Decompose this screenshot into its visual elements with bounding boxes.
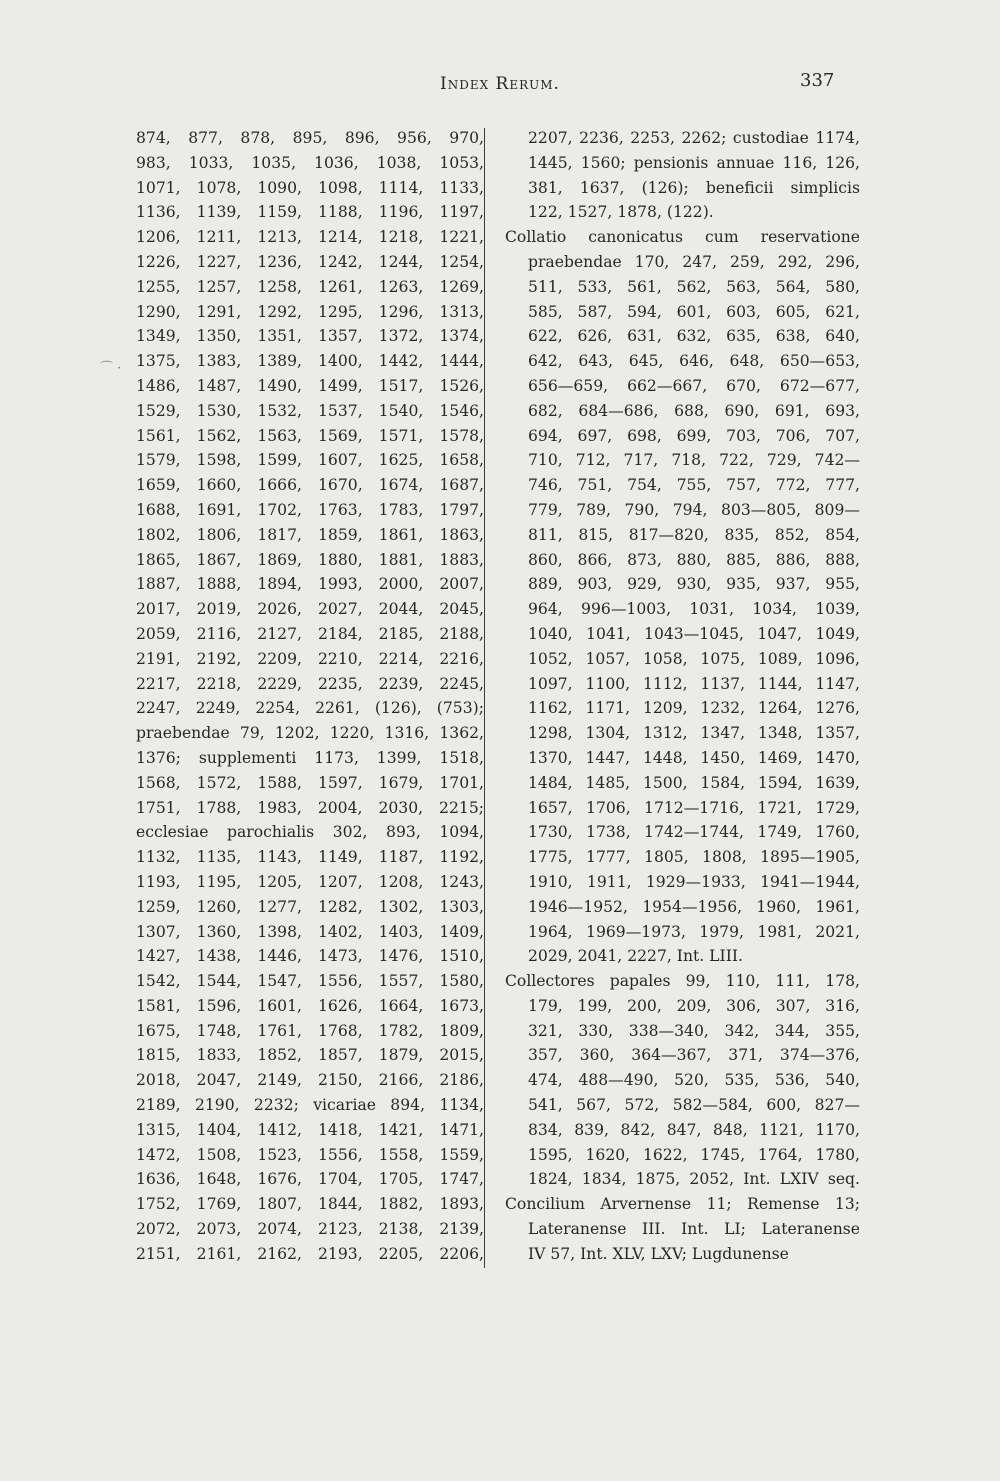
index-line: 1775, 1777, 1805, 1808, 1895—1905, (528, 848, 860, 867)
index-line: 710, 712, 717, 718, 722, 729, 742— (528, 451, 860, 470)
index-line: 779, 789, 790, 794, 803—805, 809— (528, 500, 860, 519)
index-line: 682, 684—686, 688, 690, 691, 693, (528, 401, 860, 420)
index-line: 1071, 1078, 1090, 1098, 1114, 1133, (136, 178, 484, 197)
index-line: 1193, 1195, 1205, 1207, 1208, 1243, (136, 872, 484, 891)
index-line: 811, 815, 817—820, 835, 852, 854, (528, 525, 860, 544)
index-line: 1824, 1834, 1875, 2052, Int. LXIV seq. (528, 1170, 860, 1189)
index-line: 642, 643, 645, 646, 648, 650—653, (528, 352, 860, 371)
index-line: 1865, 1867, 1869, 1880, 1881, 1883, (136, 550, 484, 569)
index-line: 1226, 1227, 1236, 1242, 1244, 1254, (136, 252, 484, 271)
index-line: 1307, 1360, 1398, 1402, 1403, 1409, (136, 922, 484, 941)
index-column-left (136, 126, 484, 1267)
page-header-title: Index Rerum. (440, 74, 560, 94)
index-line: 1675, 1748, 1761, 1768, 1782, 1809, (136, 1021, 484, 1040)
index-line: 1579, 1598, 1599, 1607, 1625, 1658, (136, 451, 484, 470)
index-line: 1298, 1304, 1312, 1347, 1348, 1357, (528, 724, 860, 743)
index-line: 1659, 1660, 1666, 1670, 1674, 1687, (136, 476, 484, 495)
page-number: 337 (800, 70, 835, 91)
index-line: 622, 626, 631, 632, 635, 638, 640, (528, 327, 860, 346)
index-line: 2191, 2192, 2209, 2210, 2214, 2216, (136, 649, 484, 668)
index-line: praebendae 170, 247, 259, 292, 296, (528, 252, 860, 271)
index-line: 834, 839, 842, 847, 848, 1121, 1170, (528, 1120, 860, 1139)
index-line: 1132, 1135, 1143, 1149, 1187, 1192, (136, 848, 484, 867)
index-line: 1097, 1100, 1112, 1137, 1144, 1147, (528, 674, 860, 693)
index-line: 1315, 1404, 1412, 1418, 1421, 1471, (136, 1120, 484, 1139)
index-line: 1568, 1572, 1588, 1597, 1679, 1701, (136, 773, 484, 792)
index-line: 2217, 2218, 2229, 2235, 2239, 2245, (136, 674, 484, 693)
index-line: 860, 866, 873, 880, 885, 886, 888, (528, 550, 860, 569)
index-line: 2059, 2116, 2127, 2184, 2185, 2188, (136, 624, 484, 643)
index-line: 2247, 2249, 2254, 2261, (126), (753); (136, 699, 484, 718)
index-line: 1376; supplementi 1173, 1399, 1518, (136, 748, 484, 767)
index-line: 1887, 1888, 1894, 1993, 2000, 2007, (136, 575, 484, 594)
index-line: Concilium Arvernense 11; Remense 13; (505, 1195, 860, 1214)
index-line: 1472, 1508, 1523, 1556, 1558, 1559, (136, 1145, 484, 1164)
index-line: 357, 360, 364—367, 371, 374—376, (528, 1046, 860, 1065)
index-line: 1375, 1383, 1389, 1400, 1442, 1444, (136, 352, 484, 371)
index-line: 964, 996—1003, 1031, 1034, 1039, (528, 600, 860, 619)
index-line: 874, 877, 878, 895, 896, 956, 970, (136, 129, 484, 147)
index-line: 1052, 1057, 1058, 1075, 1089, 1096, (528, 649, 860, 668)
index-line: 889, 903, 929, 930, 935, 937, 955, (528, 575, 860, 594)
index-line: 1946—1952, 1954—1956, 1960, 1961, (528, 897, 860, 916)
index-line: 1427, 1438, 1446, 1473, 1476, 1510, (136, 947, 484, 966)
index-line: 1290, 1291, 1292, 1295, 1296, 1313, (136, 302, 484, 321)
index-line: 694, 697, 698, 699, 703, 706, 707, (528, 426, 860, 445)
index-line: 1349, 1350, 1351, 1357, 1372, 1374, (136, 327, 484, 346)
index-line: 1255, 1257, 1258, 1261, 1263, 1269, (136, 277, 484, 296)
index-line: 1964, 1969—1973, 1979, 1981, 2021, (528, 922, 860, 941)
index-line: 1581, 1596, 1601, 1626, 1664, 1673, (136, 996, 484, 1015)
index-line: 2072, 2073, 2074, 2123, 2138, 2139, (136, 1220, 484, 1239)
index-line: 1752, 1769, 1807, 1844, 1882, 1893, (136, 1195, 484, 1214)
index-line: 2189, 2190, 2232; vicariae 894, 1134, (136, 1096, 484, 1115)
index-line: 1206, 1211, 1213, 1214, 1218, 1221, (136, 228, 484, 247)
index-line: 1802, 1806, 1817, 1859, 1861, 1863, (136, 525, 484, 544)
index-line: 1370, 1447, 1448, 1450, 1469, 1470, (528, 748, 860, 767)
index-line: 1040, 1041, 1043—1045, 1047, 1049, (528, 624, 860, 643)
index-line: 1910, 1911, 1929—1933, 1941—1944, (528, 872, 860, 891)
index-line: 2018, 2047, 2149, 2150, 2166, 2186, (136, 1071, 484, 1090)
index-line: 2151, 2161, 2162, 2193, 2205, 2206, (136, 1244, 484, 1263)
index-line: 1486, 1487, 1490, 1499, 1517, 1526, (136, 376, 484, 395)
index-line: 1162, 1171, 1209, 1232, 1264, 1276, (528, 699, 860, 718)
index-line: 1751, 1788, 1983, 2004, 2030, 2215; (136, 798, 484, 817)
margin-pencil-mark: ⌒ · (100, 361, 122, 376)
index-line: 474, 488—490, 520, 535, 536, 540, (528, 1071, 860, 1090)
index-line: 1445, 1560; pensionis annuae 116, 126, (528, 153, 860, 172)
index-line: 1595, 1620, 1622, 1745, 1764, 1780, (528, 1145, 860, 1164)
index-line: Collectores papales 99, 110, 111, 178, (505, 972, 860, 991)
index-line: 2207, 2236, 2253, 2262; custodiae 1174, (528, 129, 860, 147)
index-line: 1136, 1139, 1159, 1188, 1196, 1197, (136, 203, 484, 222)
index-line: 1561, 1562, 1563, 1569, 1571, 1578, (136, 426, 484, 445)
index-line: 511, 533, 561, 562, 563, 564, 580, (528, 277, 860, 296)
index-line: 983, 1033, 1035, 1036, 1038, 1053, (136, 153, 484, 172)
index-line: 746, 751, 754, 755, 757, 772, 777, (528, 476, 860, 495)
index-line: 1636, 1648, 1676, 1704, 1705, 1747, (136, 1170, 484, 1189)
index-line: 1815, 1833, 1852, 1857, 1879, 2015, (136, 1046, 484, 1065)
index-line: 1657, 1706, 1712—1716, 1721, 1729, (528, 798, 860, 817)
index-column-right (505, 126, 860, 1267)
index-line: Lateranense III. Int. LI; Lateranense (528, 1220, 860, 1239)
column-divider (484, 128, 485, 1268)
index-line: 1688, 1691, 1702, 1763, 1783, 1797, (136, 500, 484, 519)
index-line: 122, 1527, 1878, (122). (528, 203, 714, 222)
index-line: 1529, 1530, 1532, 1537, 1540, 1546, (136, 401, 484, 420)
index-line: 1730, 1738, 1742—1744, 1749, 1760, (528, 823, 860, 842)
index-line: 2029, 2041, 2227, Int. LIII. (528, 947, 743, 966)
index-line: 179, 199, 200, 209, 306, 307, 316, (528, 996, 860, 1015)
index-line: IV 57, Int. XLV, LXV; Lugdunense (528, 1244, 789, 1263)
index-line: 656—659, 662—667, 670, 672—677, (528, 376, 860, 395)
index-line: 1542, 1544, 1547, 1556, 1557, 1580, (136, 972, 484, 991)
index-line: 381, 1637, (126); beneficii simplicis (528, 178, 860, 197)
index-line: 2017, 2019, 2026, 2027, 2044, 2045, (136, 600, 484, 619)
index-line: Collatio canonicatus cum reservatione (505, 228, 860, 247)
index-line: 1259, 1260, 1277, 1282, 1302, 1303, (136, 897, 484, 916)
index-line: 321, 330, 338—340, 342, 344, 355, (528, 1021, 860, 1040)
index-line: 541, 567, 572, 582—584, 600, 827— (528, 1096, 860, 1115)
index-line: ecclesiae parochialis 302, 893, 1094, (136, 823, 484, 842)
index-line: 585, 587, 594, 601, 603, 605, 621, (528, 302, 860, 321)
index-line: praebendae 79, 1202, 1220, 1316, 1362, (136, 724, 484, 743)
index-line: 1484, 1485, 1500, 1584, 1594, 1639, (528, 773, 860, 792)
